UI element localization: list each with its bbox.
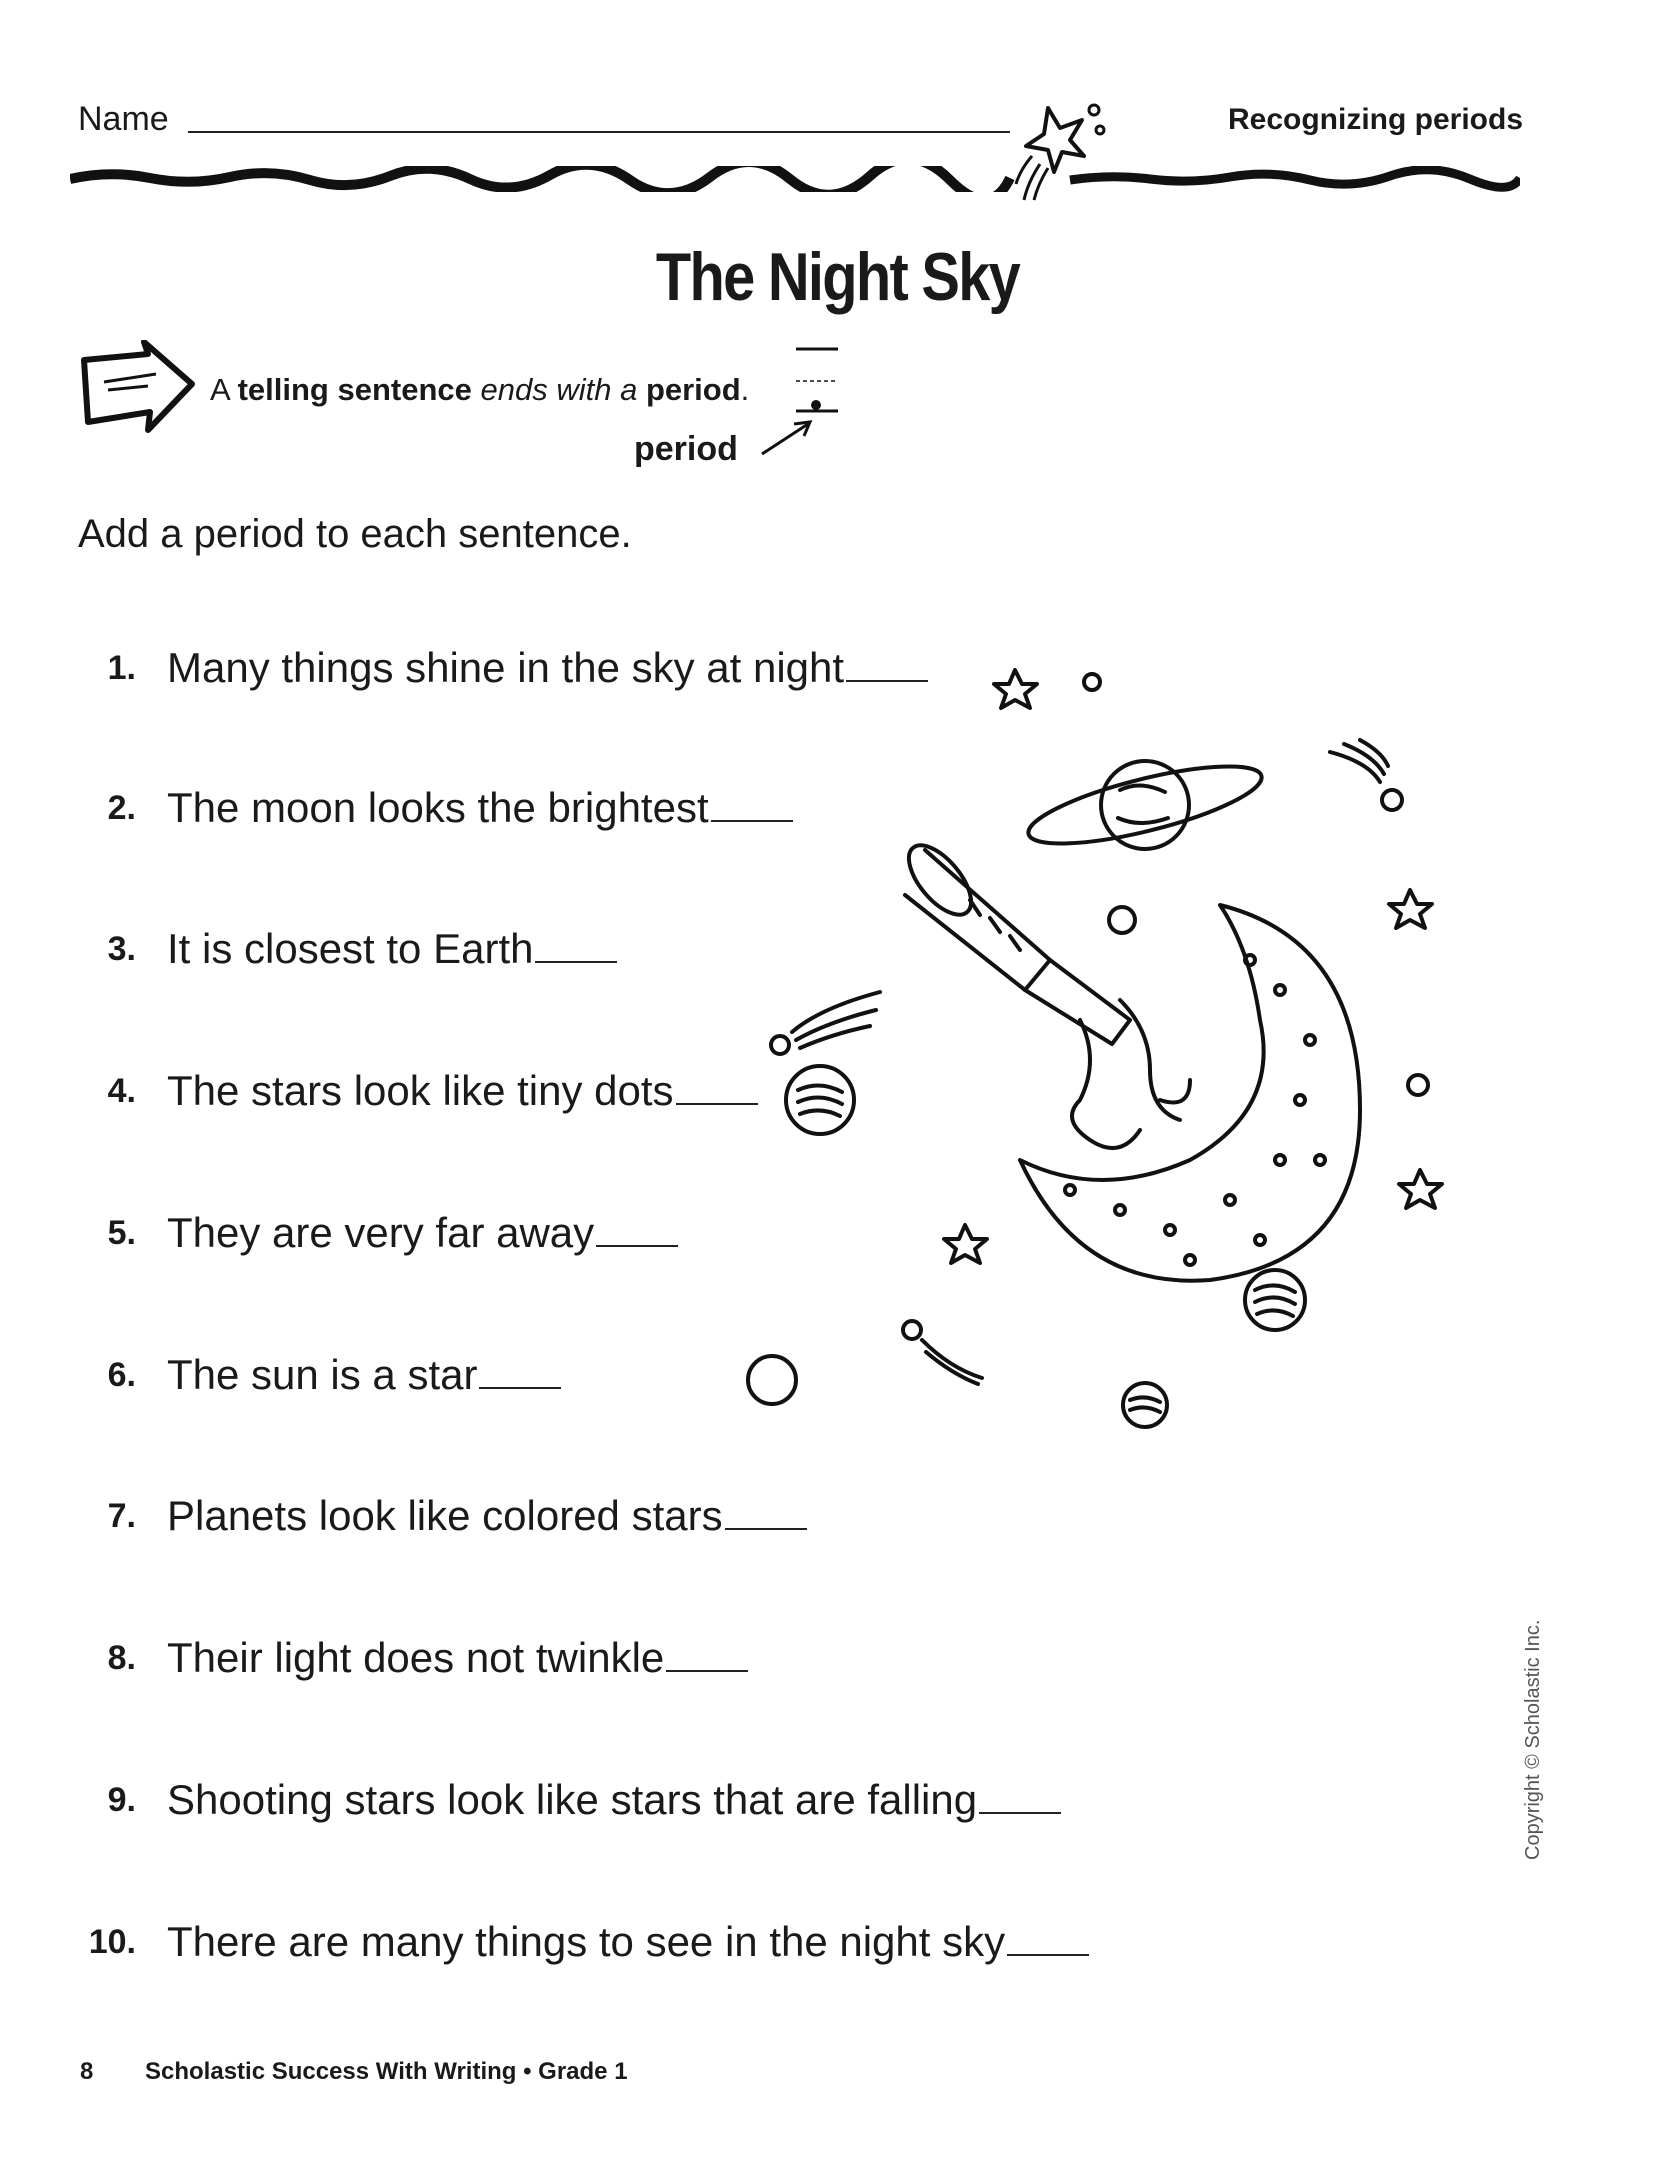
comet-icon	[1330, 740, 1402, 810]
page-number: 8	[80, 2058, 94, 2085]
rule-period-word: period	[645, 372, 741, 407]
answer-blank[interactable]	[979, 1812, 1061, 1814]
answer-blank[interactable]	[535, 961, 617, 963]
instructions: Add a period to each sentence.	[78, 512, 632, 556]
book-title: Scholastic Success With Writing • Grade 1	[145, 2058, 628, 2085]
writing-lines-icon	[794, 345, 840, 415]
item-sentence: They are very far away	[167, 1209, 595, 1256]
comet-icon	[771, 992, 880, 1054]
answer-blank[interactable]	[725, 1528, 807, 1530]
item-number: 3.	[107, 930, 136, 968]
answer-blank[interactable]	[666, 1670, 748, 1672]
star-icon	[1399, 1170, 1442, 1208]
star-icon	[944, 1225, 987, 1263]
item-sentence: There are many things to see in the night sky	[167, 1918, 1006, 1965]
item-sentence: Their light does not twinkle	[167, 1634, 665, 1681]
night-sky-illustration	[720, 640, 1480, 1440]
telescope-icon	[898, 835, 1130, 1044]
hands-icon	[1072, 1000, 1190, 1148]
arrow-icon	[78, 340, 198, 438]
small-planet-icon	[1123, 1383, 1167, 1427]
copyright-notice: Copyright © Scholastic Inc.	[1522, 1619, 1544, 1860]
striped-planet-icon	[786, 1066, 854, 1134]
item-sentence: It is closest to Earth	[167, 925, 534, 972]
item-number: 9.	[107, 1781, 136, 1819]
circle-icon	[748, 1356, 796, 1404]
answer-blank[interactable]	[479, 1387, 561, 1389]
name-label: Name	[78, 100, 169, 138]
item-sentence: The moon looks the brightest	[167, 784, 709, 831]
star-icon	[1389, 890, 1432, 928]
answer-blank[interactable]	[1007, 1954, 1089, 1956]
small-circle-icon	[1408, 1075, 1428, 1095]
item-number: 10.	[88, 1923, 136, 1961]
rule-text-ends: ends with a	[471, 372, 646, 407]
header-divider	[70, 166, 1520, 192]
item-number: 1.	[107, 649, 136, 687]
rule-term: telling sentence	[237, 372, 472, 407]
name-line[interactable]	[188, 131, 1010, 133]
item-sentence: Shooting stars look like stars that are falling	[167, 1776, 978, 1823]
rule-text-a: A	[210, 372, 238, 407]
striped-planet-icon	[1245, 1270, 1305, 1330]
rule-text-end: .	[740, 372, 750, 407]
item-number: 6.	[107, 1356, 136, 1394]
pointer-arrow-icon	[758, 418, 818, 458]
period-label: period	[634, 430, 738, 468]
small-planet-icon	[1109, 907, 1135, 933]
item-number: 2.	[107, 789, 136, 827]
item-number: 4.	[107, 1072, 136, 1110]
item-number: 5.	[107, 1214, 136, 1252]
topic-label: Recognizing periods	[1228, 103, 1524, 136]
star-icon	[994, 670, 1037, 708]
item-sentence: The sun is a star	[167, 1351, 478, 1398]
item-number: 7.	[107, 1497, 136, 1535]
planet-ringed-icon	[1022, 751, 1267, 860]
small-circle-icon	[1084, 674, 1100, 690]
item-number: 8.	[107, 1639, 136, 1677]
page-title: The Night Sky	[655, 239, 1020, 315]
comet-icon	[903, 1321, 982, 1384]
item-sentence: Many things shine in the sky at night	[167, 644, 845, 691]
item-sentence: The stars look like tiny dots	[167, 1067, 674, 1114]
item-sentence: Planets look like colored stars	[167, 1492, 723, 1539]
answer-blank[interactable]	[596, 1245, 678, 1247]
rule-text	[210, 372, 749, 408]
